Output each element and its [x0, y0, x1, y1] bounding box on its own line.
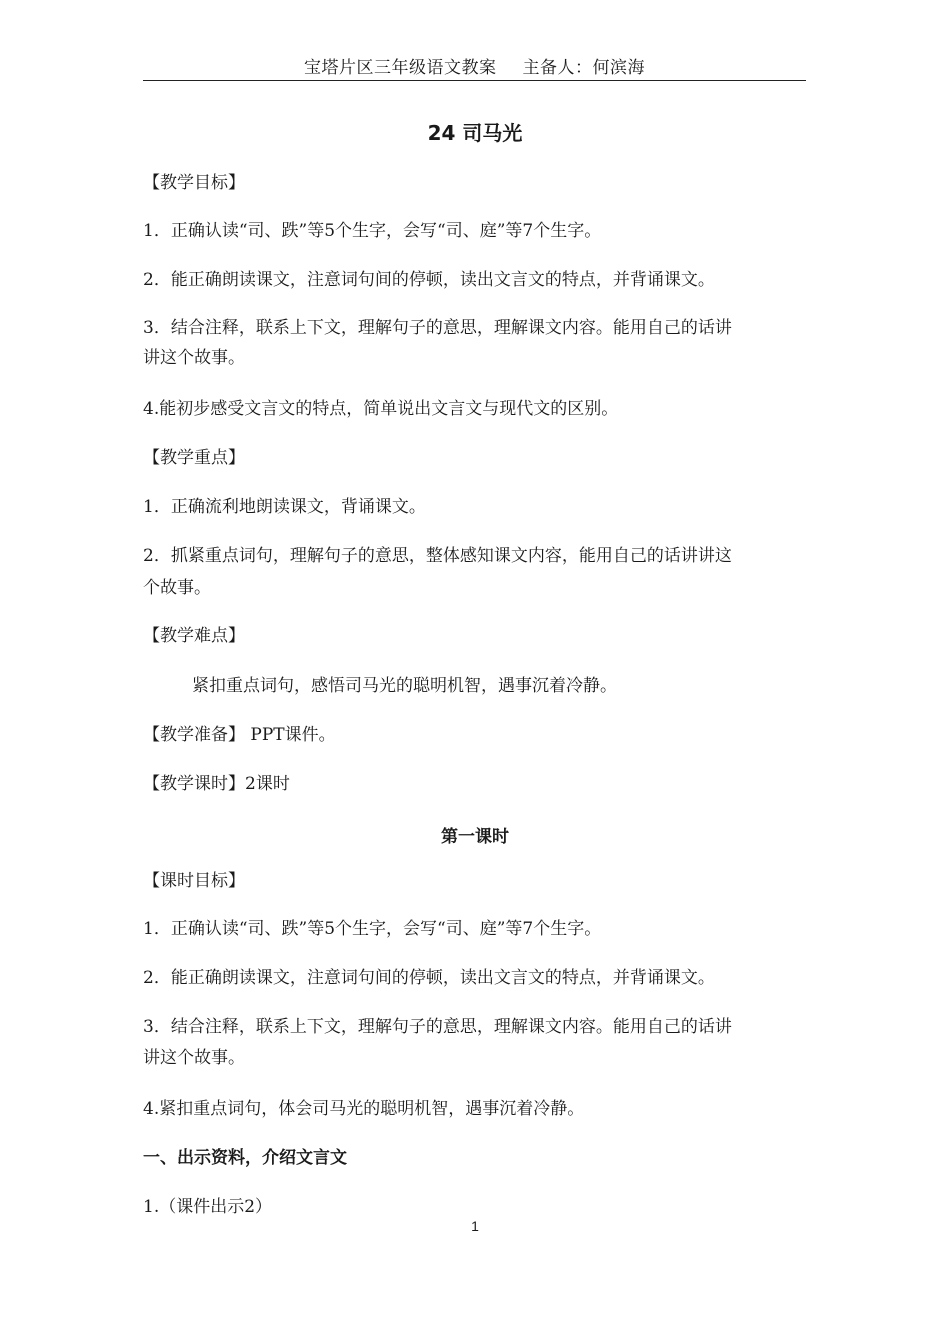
goal-item-4: 4.能初步感受文言文的特点，简单说出文言文与现代文的区别。 — [143, 399, 619, 419]
header-school: 宝塔片区三年级语文教案 — [304, 58, 497, 78]
goal-item-2: 2．能正确朗读课文，注意词句间的停顿，读出文言文的特点，并背诵课文。 — [143, 270, 715, 290]
difficulty-text: 紧扣重点词句，感悟司马光的聪明机智，遇事沉着冷静。 — [192, 676, 617, 696]
key-item-2-cont: 个故事。 — [143, 578, 211, 598]
lesson-goal-item-4: 4.紧扣重点词句，体会司马光的聪明机智，遇事沉着冷静。 — [143, 1099, 585, 1119]
prep-line: 【教学准备】 PPT课件。 — [143, 725, 336, 745]
difficulty-heading: 【教学难点】 — [143, 626, 245, 646]
key-heading: 【教学重点】 — [143, 448, 245, 468]
goals-heading: 【教学目标】 — [143, 173, 245, 193]
goal-item-1: 1．正确认读“司、跌”等5个生字，会写“司、庭”等7个生字。 — [143, 221, 602, 241]
page-header — [143, 58, 806, 81]
part1-heading: 一、出示资料，介绍文言文 — [143, 1148, 347, 1168]
part1-item: 1.（课件出示2） — [143, 1197, 273, 1217]
key-item-2: 2．抓紧重点词句，理解句子的意思，整体感知课文内容，能用自己的话讲讲这 — [143, 546, 732, 566]
lesson-goals-heading: 【课时目标】 — [143, 871, 245, 891]
lesson-goal-item-1: 1．正确认读“司、跌”等5个生字，会写“司、庭”等7个生字。 — [143, 919, 602, 939]
goal-item-3-cont: 讲这个故事。 — [143, 348, 245, 368]
lesson-title: 第一课时 — [441, 827, 509, 847]
document-title: 24 司马光 — [427, 121, 523, 145]
lesson-goal-item-3: 3．结合注释，联系上下文，理解句子的意思，理解课文内容。能用自己的话讲 — [143, 1017, 732, 1037]
goal-item-3: 3．结合注释，联系上下文，理解句子的意思，理解课文内容。能用自己的话讲 — [143, 318, 732, 338]
key-item-1: 1．正确流利地朗读课文，背诵课文。 — [143, 497, 426, 517]
header-preparer: 主备人：何滨海 — [522, 58, 645, 78]
lesson-goal-item-3-cont: 讲这个故事。 — [143, 1048, 245, 1068]
lesson-goal-item-2: 2．能正确朗读课文，注意词句间的停顿，读出文言文的特点，并背诵课文。 — [143, 968, 715, 988]
page-number: 1 — [471, 1218, 479, 1234]
hours-line: 【教学课时】2课时 — [143, 774, 290, 794]
